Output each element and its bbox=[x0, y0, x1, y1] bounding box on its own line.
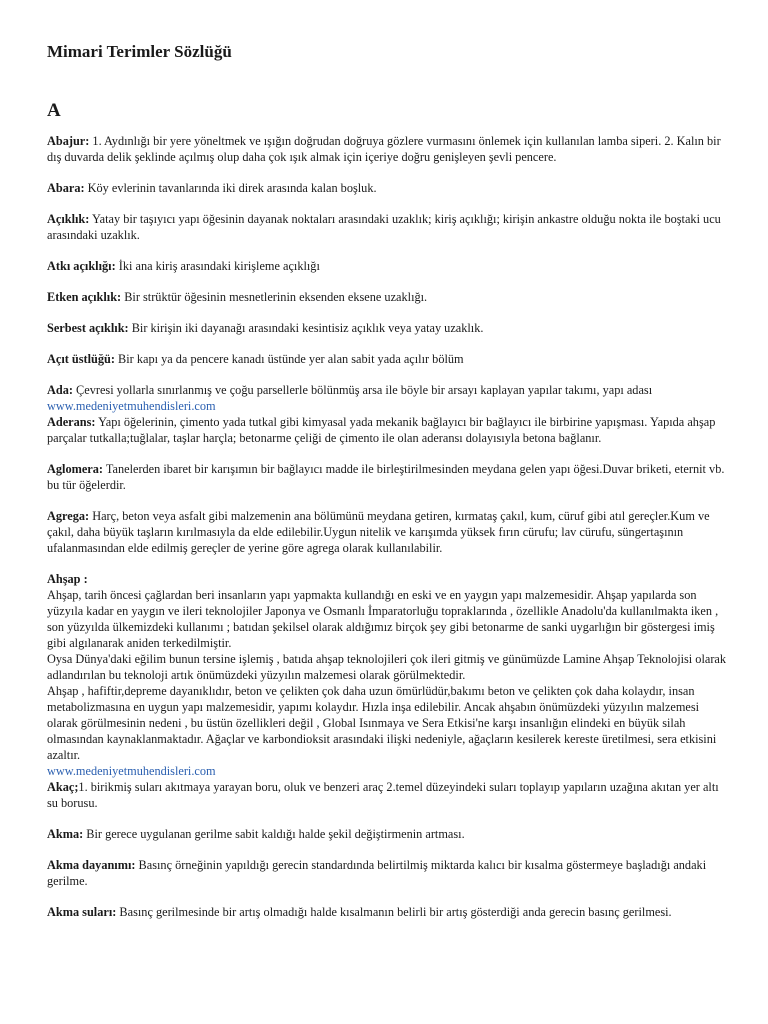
entry-term: Agrega: bbox=[47, 509, 90, 523]
entry-definition: Bir kapı ya da pencere kanadı üstünde yer alan sabit yada açılır bölüm bbox=[114, 352, 464, 366]
entry-definition: Çevresi yollarla sınırlanmış ve çoğu parsellerle bölünmüş arsa ile böyle bir arsayı kaplayan yapılar takımı, yapı adası bbox=[72, 383, 653, 397]
entry-definition: Yatay bir taşıyıcı yapı öğesinin dayanak noktaları arasındaki uzaklık; kiriş açıklığı; kirişin ankastre olduğu nokta ile boştaki ucu arasındaki uzaklık. bbox=[47, 212, 721, 242]
entry-term: Ahşap : bbox=[47, 572, 88, 586]
entry-term: Aderans: bbox=[47, 415, 96, 429]
entry-definition: Tanelerden ibaret bir karışımın bir bağlayıcı madde ile birleştirilmesinden meydana gelen yapı öğesi.Duvar briketi, eternit vb. bu tür öğelerdir. bbox=[47, 462, 725, 492]
website-link[interactable]: www.medeniyetmuhendisleri.com bbox=[47, 764, 216, 778]
entry-term: Akma dayanımı: bbox=[47, 858, 136, 872]
entry-definition: Bir strüktür öğesinin mesnetlerinin eksenden eksene uzaklığı. bbox=[121, 290, 428, 304]
entry-paragraph: Oysa Dünya'daki eğilim bunun tersine işlemiş , batıda ahşap teknolojileri çok ileri gitmiş ve günümüzde Lamine Ahşap Teknolojisi olarak adlandırılan bu teknoloji artık önümüzdeki yüzyılın malzemesi olarak görülmektedir. bbox=[47, 652, 727, 682]
entry-term: Abajur: bbox=[47, 134, 90, 148]
entry-term: Ada: bbox=[47, 383, 73, 397]
entry-acit-ustlugu bbox=[47, 351, 728, 367]
page-title: Mimari Terimler Sözlüğü bbox=[47, 42, 232, 61]
entry-akma bbox=[47, 826, 728, 842]
entry-term: Akma: bbox=[47, 827, 84, 841]
entry-term: Açıt üstlüğü: bbox=[47, 352, 115, 366]
entry-definition: Bir kirişin iki dayanağı arasındaki kesintisiz açıklık veya yatay uzaklık. bbox=[128, 321, 484, 335]
entry-atki-acikligi bbox=[47, 258, 728, 274]
section-letter: A bbox=[47, 100, 61, 121]
entry-term: Açıklık: bbox=[47, 212, 90, 226]
entry-akma-sulari bbox=[47, 904, 728, 920]
entry-aciklik bbox=[47, 211, 728, 243]
entry-abajur bbox=[47, 133, 728, 165]
entry-akac bbox=[47, 779, 728, 811]
entry-term: Akaç; bbox=[47, 780, 79, 794]
entry-definition: Köy evlerinin tavanlarında iki direk arasında kalan boşluk. bbox=[84, 181, 377, 195]
entry-definition: Basınç örneğinin yapıldığı gerecin standardında belirtilmiş miktarda kalıcı bir kısalma göstermeye başladığı andaki gerilme. bbox=[47, 858, 707, 888]
entry-ada bbox=[47, 382, 728, 414]
entry-definition: Harç, beton veya asfalt gibi malzemenin ana bölümünü meydana getiren, kırmataş çakıl, kum, cüruf gibi atıl gereçler.Kum ve çakıl, daha büyük taşların kırılmasıyla da elde edilebilir.Uygun nitelik ve karışımda yüksek fırın cürufu; lav cürufu, süngertaşının ufalanmasından elde edilmiş gereçler de yerine göre agrega olarak kullanılabilir. bbox=[47, 509, 710, 555]
entry-definition: Yapı öğelerinin, çimento yada tutkal gibi kimyasal yada mekanik bağlayıcı bir bağlayıcı ile birbirine yapışması. Yapıda ahşap parçalar tutkalla;tuğlalar, taşlar harçla; betonarme çeliği de çimento ile olan aderansı dolayısıyla betona bağlanır. bbox=[47, 415, 716, 445]
entry-term: Etken açıklık: bbox=[47, 290, 122, 304]
entry-definition: İki ana kiriş arasındaki kirişleme açıklığı bbox=[115, 259, 320, 273]
entry-etken-aciklik bbox=[47, 289, 728, 305]
entry-term: Serbest açıklık: bbox=[47, 321, 129, 335]
entry-definition: Basınç gerilmesinde bir artış olmadığı halde kısalmanın belirli bir artış gösterdiği anda gerecin basınç gerilmesi. bbox=[116, 905, 672, 919]
entry-term: Aglomera: bbox=[47, 462, 103, 476]
entry-aglomera bbox=[47, 461, 728, 493]
entry-ahsap bbox=[47, 571, 728, 779]
entry-term: Atkı açıklığı: bbox=[47, 259, 116, 273]
entry-term: Akma suları: bbox=[47, 905, 117, 919]
entry-definition: 1. birikmiş suları akıtmaya yarayan boru, oluk ve benzeri araç 2.temel düzeyindeki suları toplayıp yapıların uzağına akıtan yer altı su borusu. bbox=[47, 780, 719, 810]
entry-akma-dayanimi bbox=[47, 857, 728, 889]
entry-paragraph: Ahşap , hafiftir,depreme dayanıklıdır, beton ve çelikten çok daha uzun ömürlüdür,bakımı beton ve çelikten çok daha kolaydır, insan metabolizmasına en uygun yapı malzemesidir, yapımı kolaydır. Hızla inşa edilebilir. Ancak ahşabın önümüzdeki yüzyılın malzemesi olarak görülmesinin nedeni , bu üstün özellikleri değil , Global Isınmaya ve Sera Etkisi'ne karşı insanlığın elindeki en büyük silah olmasından kaynaklanmaktadır. Ağaçlar ve karbondioksit arasındaki ilişki nedeniyle, ağaçların kesilerek kereste üretilmesi, sera etkisini azaltır. bbox=[47, 684, 717, 762]
entry-serbest-aciklik bbox=[47, 320, 728, 336]
entry-agrega bbox=[47, 508, 728, 556]
entry-definition: 1. Aydınlığı bir yere yöneltmek ve ışığın doğrudan doğruya gözlere vurmasını önlemek için kullanılan lamba siperi. 2. Kalın bir dış duvarda delik şeklinde açılmış olup daha çok ışık almak için içeriye doğru genişleyen şevli pencere. bbox=[47, 134, 721, 164]
entry-abara bbox=[47, 180, 728, 196]
entry-term: Abara: bbox=[47, 181, 85, 195]
entry-definition: Bir gerece uygulanan gerilme sabit kaldığı halde şekil değiştirmenin artması. bbox=[83, 827, 465, 841]
website-link[interactable]: www.medeniyetmuhendisleri.com bbox=[47, 399, 216, 413]
entry-paragraph: Ahşap, tarih öncesi çağlardan beri insanların yapı yapmakta kullandığı en eski ve en yaygın yapı malzemesidir. Ahşap yapılarda son yüzyıla kadar en yaygın ve ileri teknolojiler Japonya ve Osmanlı İmparatorluğu topraklarında , özellikle Anadolu'da kullanılmakta iken , son yüzyılda ülkemizdeki kullanımı ; batıdan şekilsel olarak aldığımız birçok şey gibi betonarme de sanki uygarlığın bir göstergesi imiş gibi algılanarak aniden terkedilmiştir. bbox=[47, 588, 719, 650]
entry-aderans bbox=[47, 414, 728, 446]
